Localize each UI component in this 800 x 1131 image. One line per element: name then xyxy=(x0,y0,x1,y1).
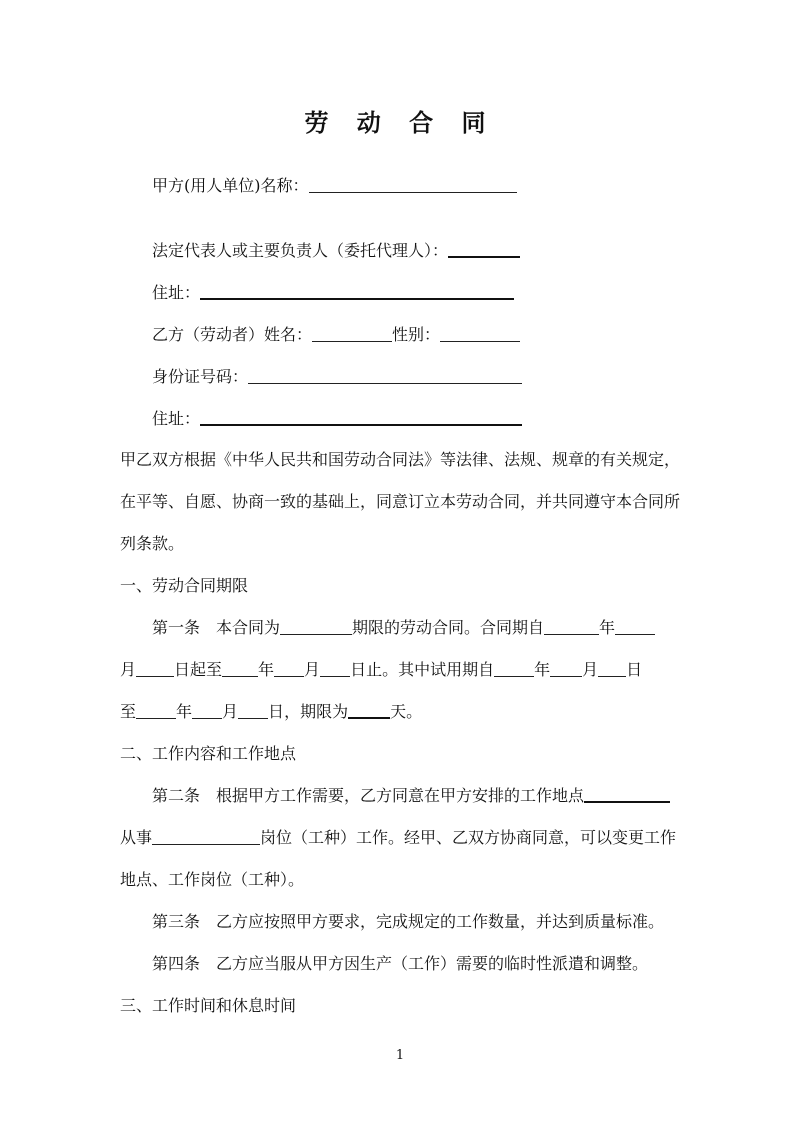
article-3-text: 乙方应按照甲方要求，完成规定的工作数量，并达到质量标准。 xyxy=(216,912,665,931)
legal-rep-blank[interactable] xyxy=(448,240,520,258)
address-label-2: 住址： xyxy=(152,409,201,428)
start-year-blank[interactable] xyxy=(544,618,599,635)
days-label: 天。 xyxy=(390,702,423,721)
probation-end-month-blank[interactable] xyxy=(192,702,222,719)
article-4-line xyxy=(152,953,648,975)
year-label-4: 年 xyxy=(176,702,193,721)
probation-end-day-blank[interactable] xyxy=(238,702,268,719)
month-label-2: 月 xyxy=(304,660,321,679)
article-1-label: 第一条 xyxy=(152,618,201,637)
year-label-3: 年 xyxy=(534,660,551,679)
period-is-label: ，期限为 xyxy=(284,702,349,721)
until-label: 日止。其中试用期自 xyxy=(350,660,495,679)
start-day-blank[interactable] xyxy=(136,660,174,677)
id-number-blank[interactable] xyxy=(248,367,522,384)
preamble-line-2: 在平等、自愿、协商一致的基础上，同意订立本劳动合同，并共同遵守本合同所 xyxy=(120,492,681,511)
probation-start-month-blank[interactable] xyxy=(550,660,582,677)
month-label-4: 月 xyxy=(222,702,239,721)
article-1-text-1: 本合同为 xyxy=(216,618,281,637)
year-label-2: 年 xyxy=(258,660,275,679)
probation-days-blank[interactable] xyxy=(348,701,390,719)
party-b-name-blank[interactable] xyxy=(312,325,392,342)
article-2-text-1: 根据甲方工作需要，乙方同意在甲方安排的工作地点 xyxy=(216,786,585,805)
section-2-heading: 二、工作内容和工作地点 xyxy=(120,744,297,763)
probation-start-year-blank[interactable] xyxy=(494,660,534,677)
legal-rep-label: 法定代表人或主要负责人（委托代理人）： xyxy=(152,241,449,260)
page-number: 1 xyxy=(395,1048,405,1063)
work-location-blank[interactable] xyxy=(584,785,670,803)
article-2-text-2: 从事 xyxy=(120,828,153,847)
day-label-1: 日 xyxy=(626,660,643,679)
party-a-address-line xyxy=(152,282,514,304)
article-1-line-3 xyxy=(120,701,422,723)
legal-rep-line xyxy=(152,240,520,262)
gender-label: 性别： xyxy=(392,325,441,344)
probation-start-day-blank[interactable] xyxy=(598,660,626,677)
article-1-text-2: 期限的劳动合同。合同期自 xyxy=(352,618,545,637)
to-label: 至 xyxy=(120,702,137,721)
article-2-label: 第二条 xyxy=(152,786,201,805)
end-day-blank[interactable] xyxy=(320,660,350,677)
party-b-address-line xyxy=(152,408,522,430)
party-b-name-line xyxy=(152,324,520,346)
gender-blank[interactable] xyxy=(440,325,520,342)
end-year-blank[interactable] xyxy=(222,660,258,677)
section-3-heading: 三、工作时间和休息时间 xyxy=(120,996,297,1015)
document-title: 劳 动 合 同 xyxy=(304,108,496,137)
section-1-heading: 一、劳动合同期限 xyxy=(120,576,249,595)
year-label-1: 年 xyxy=(599,618,616,637)
month-label-1: 月 xyxy=(120,660,137,679)
start-month-blank[interactable] xyxy=(615,618,655,635)
id-number-label: 身份证号码： xyxy=(152,367,249,386)
probation-end-year-blank[interactable] xyxy=(136,702,176,719)
article-2-text-3: 岗位（工种）工作。经甲、乙双方协商同意，可以变更工作 xyxy=(260,828,677,847)
article-2-line-3: 地点、工作岗位（工种）。 xyxy=(120,870,305,889)
article-2-line-2 xyxy=(120,827,676,849)
article-1-line-2 xyxy=(120,659,642,681)
party-a-name-blank[interactable] xyxy=(309,176,517,193)
contract-term-blank[interactable] xyxy=(280,618,352,635)
preamble-line-3: 列条款。 xyxy=(120,534,185,553)
month-label-3: 月 xyxy=(582,660,599,679)
party-b-address-blank[interactable] xyxy=(200,408,522,426)
article-2-line-1 xyxy=(152,785,670,807)
end-month-blank[interactable] xyxy=(274,660,304,677)
party-a-name-label: 甲方(用人单位)名称： xyxy=(152,176,309,195)
day-label-2: 日 xyxy=(268,702,285,721)
job-position-blank[interactable] xyxy=(152,828,260,845)
party-a-name-line xyxy=(152,175,517,197)
article-3-label: 第三条 xyxy=(152,912,201,931)
article-4-label: 第四条 xyxy=(152,954,201,973)
id-number-line xyxy=(152,366,522,388)
party-a-address-blank[interactable] xyxy=(200,282,514,300)
day-from-label: 日起至 xyxy=(174,660,223,679)
article-4-text: 乙方应当服从甲方因生产（工作）需要的临时性派遣和调整。 xyxy=(216,954,649,973)
party-b-name-label: 乙方（劳动者）姓名： xyxy=(152,325,313,344)
article-1-line-1 xyxy=(152,617,655,639)
address-label: 住址： xyxy=(152,283,201,302)
article-3-line xyxy=(152,911,664,933)
preamble-line-1: 甲乙双方根据《中华人民共和国劳动合同法》等法律、法规、规章的有关规定， xyxy=(120,450,681,469)
